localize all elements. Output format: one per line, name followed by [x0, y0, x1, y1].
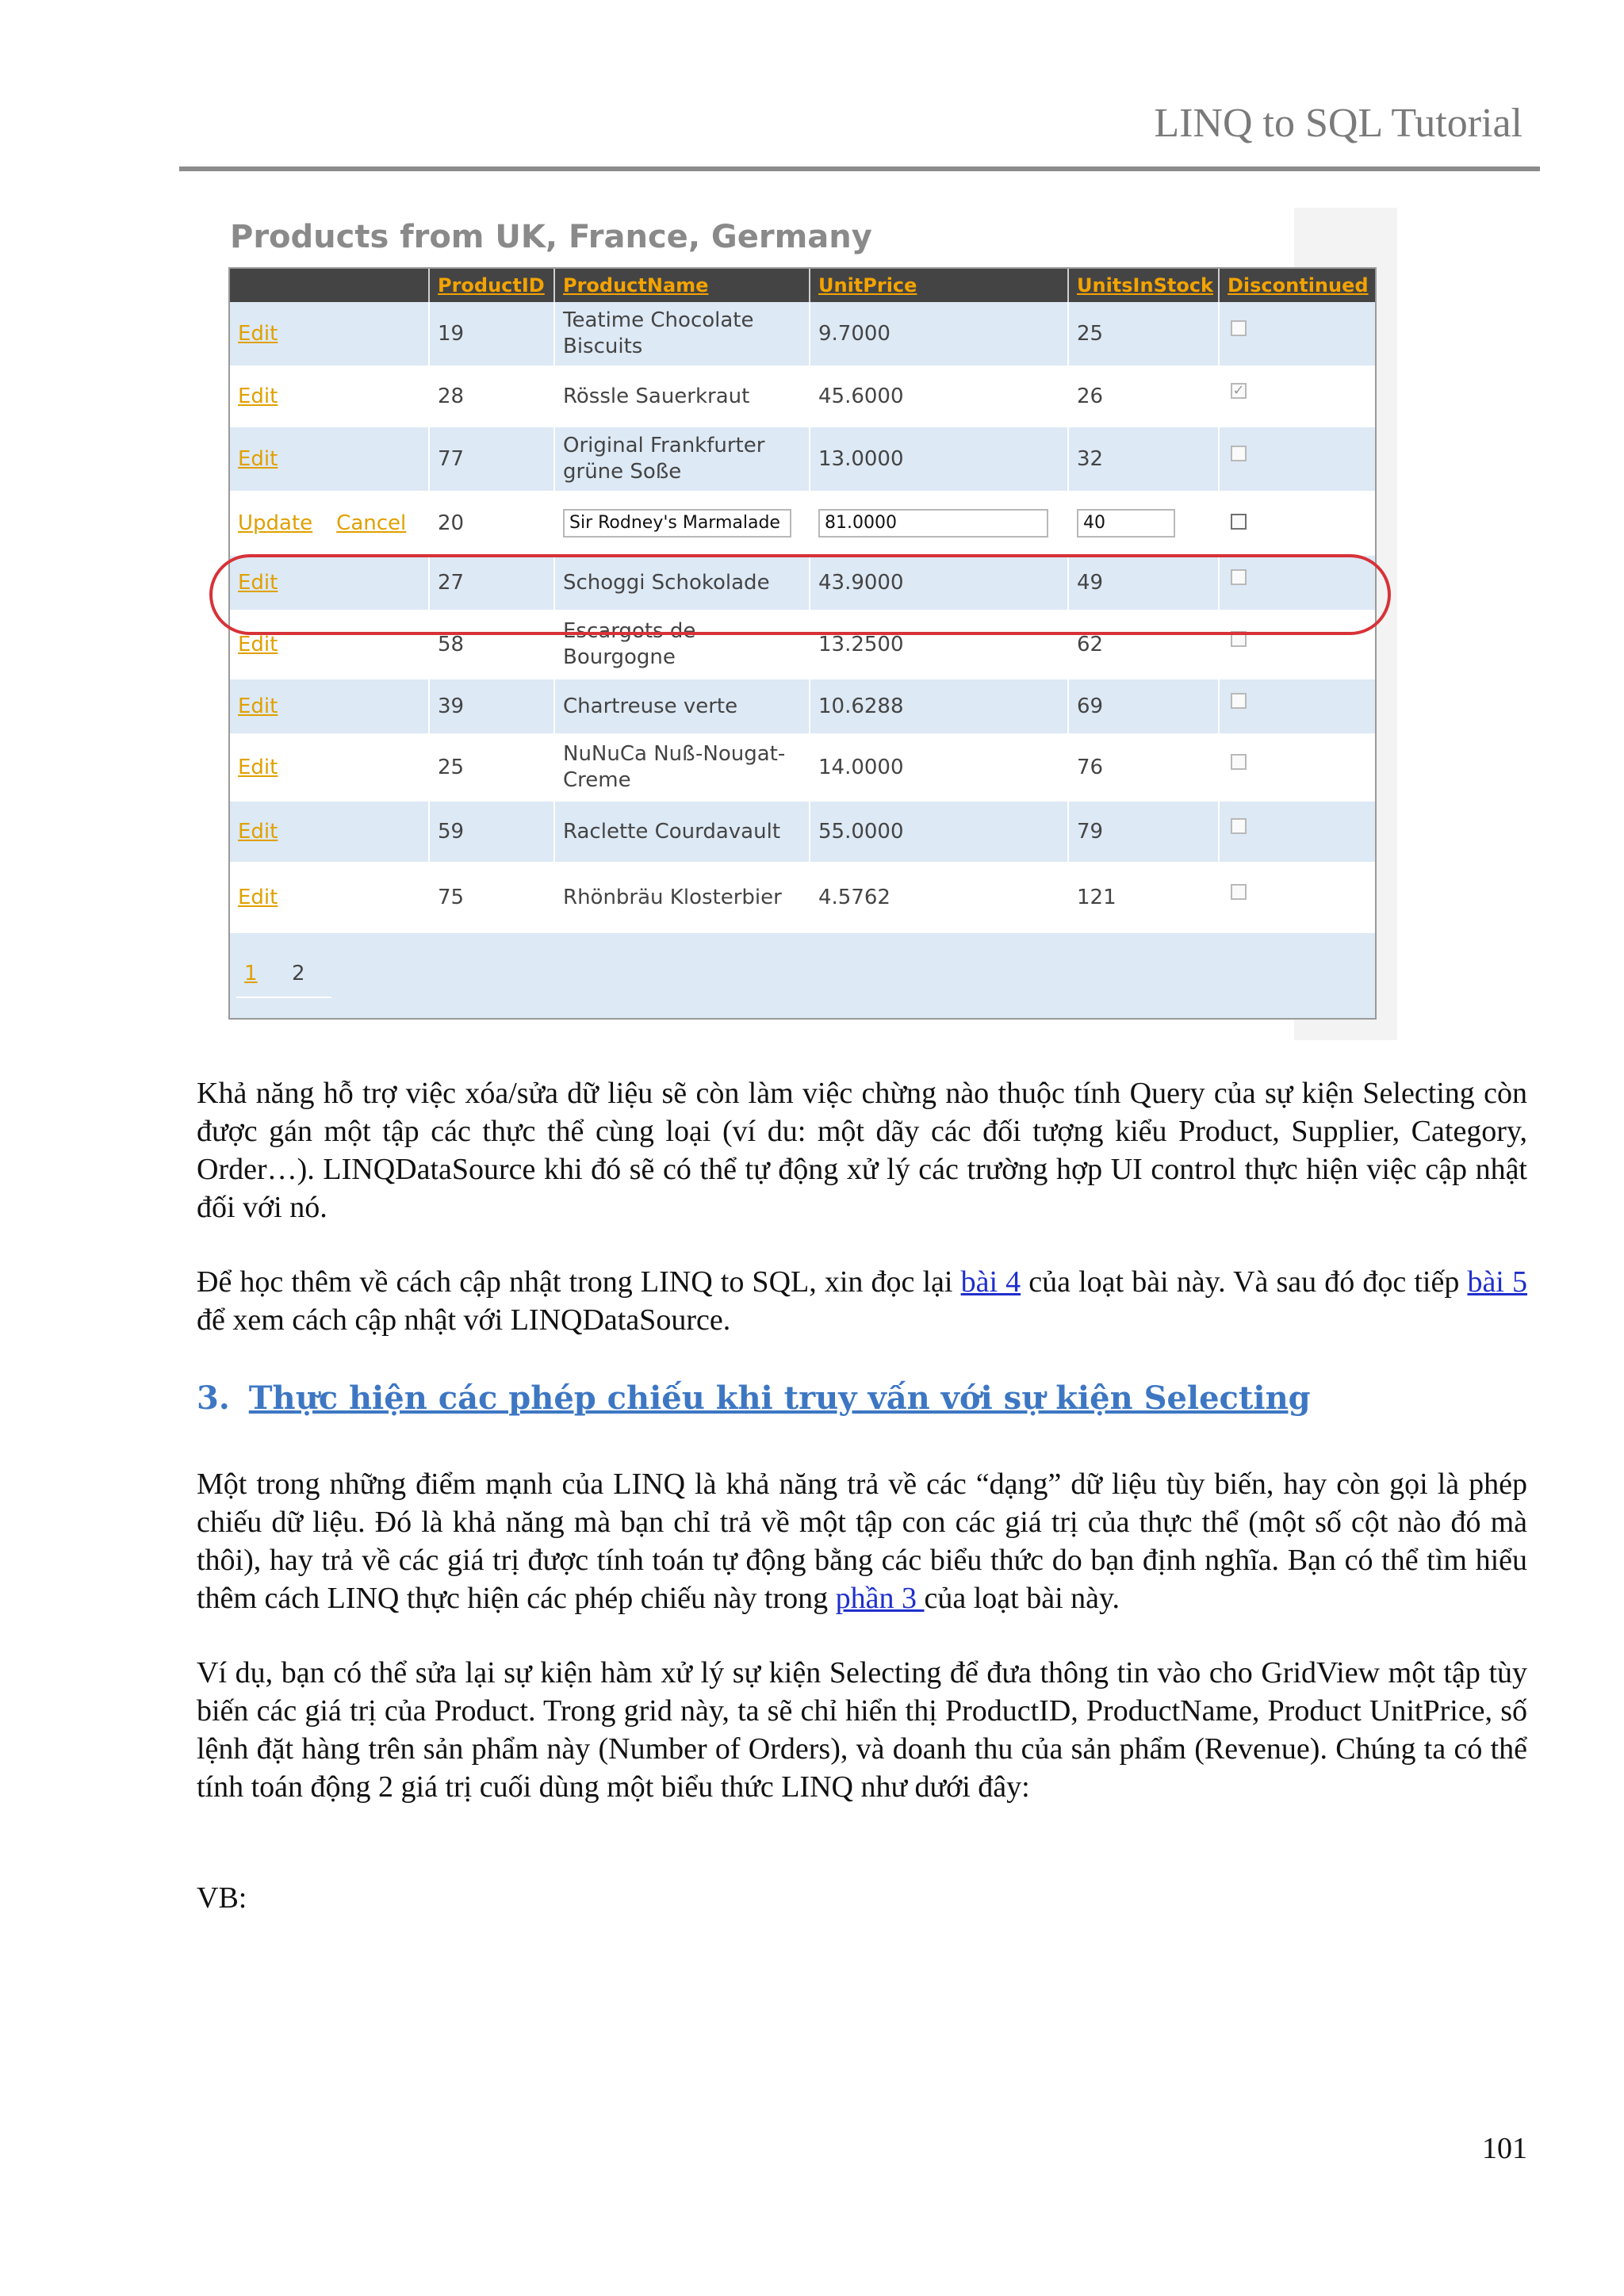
productname-cell: Rhönbräu Klosterbier [553, 863, 809, 932]
productid-cell: 75 [428, 863, 553, 932]
discontinued-checkbox [1231, 693, 1247, 709]
discontinued-cell [1218, 679, 1375, 733]
productname-cell: Original Frankfurter grüne Soße [553, 427, 809, 491]
table-row [230, 802, 1375, 863]
unitprice-cell: 4.5762 [809, 863, 1067, 932]
link-bai-5[interactable]: bài 5 [1467, 1265, 1527, 1299]
table-row [230, 679, 1375, 735]
unitprice-cell: 13.0000 [809, 427, 1067, 491]
discontinued-checkbox [1231, 320, 1247, 336]
discontinued-checkbox [1231, 631, 1247, 647]
discontinued-checkbox [1231, 446, 1247, 461]
discontinued-checkbox [1231, 569, 1247, 585]
edit-link[interactable]: Edit [238, 570, 278, 595]
header-rule [179, 166, 1540, 171]
unitsinstock-cell [1067, 492, 1218, 554]
action-cell [230, 302, 428, 365]
gridview-screenshot [216, 208, 1397, 1040]
page-header-title: LINQ to SQL Tutorial [1154, 101, 1522, 146]
discontinued-cell [1218, 556, 1375, 610]
header-productid[interactable]: ProductID [428, 269, 553, 302]
unitprice-cell [809, 492, 1067, 554]
unitsinstock-cell: 62 [1067, 611, 1218, 678]
header-unitsinstock[interactable]: UnitsInStock [1067, 269, 1218, 302]
action-cell [230, 679, 428, 733]
edit-link[interactable]: Edit [238, 694, 278, 718]
discontinued-cell [1218, 302, 1375, 365]
discontinued-cell [1218, 367, 1375, 426]
edit-link[interactable]: Edit [238, 632, 278, 656]
heading-text: Thực hiện các phép chiếu khi truy vấn với sự kiện Selecting [248, 1380, 1311, 1417]
link-bai-4[interactable]: bài 4 [960, 1265, 1021, 1299]
unitprice-cell: 14.0000 [809, 735, 1067, 800]
productid-cell: 20 [428, 492, 553, 554]
paragraph-3-text-a: Một trong những điểm mạnh của LINQ là khả năng trả về các “dạng” dữ liệu tùy biến, hay còn gọi là phép chiếu dữ liệu. Đó là khả năng mà bạn chỉ trả về một tập con các giá trị của thực thể (một số cột nào đó mà thôi), hay trả về các giá trị được tính toán tự động bằng các biểu thức do bạn định nghĩa. Bạn có thể tìm hiểu thêm cách LINQ thực hiện các phép chiếu này trong [197, 1468, 1527, 1615]
discontinued-cell [1218, 492, 1375, 554]
table-row [230, 492, 1375, 556]
unitprice-cell: 55.0000 [809, 802, 1067, 862]
unitprice-cell: 10.6288 [809, 679, 1067, 733]
productid-cell: 27 [428, 556, 553, 610]
unitsinstock-cell: 32 [1067, 427, 1218, 491]
paragraph-1: Khả năng hỗ trợ việc xóa/sửa dữ liệu sẽ còn làm việc chừng nào thuộc tính Query của sự kiện Selecting còn được gán một tập các thực thể cùng loại (ví du: một dãy các đối tượng kiểu Product, Supplier, Category, Order…). LINQDataSource khi đó sẽ có thể tự động xử lý các trường hợp UI control thực hiện việc cập nhật đối với nó. [197, 1077, 1527, 1224]
productname-cell: Chartreuse verte [553, 679, 809, 733]
link-phan-3[interactable]: phần 3 [835, 1582, 925, 1615]
productid-cell: 19 [428, 302, 553, 365]
productid-cell: 77 [428, 427, 553, 491]
unitprice-cell: 43.9000 [809, 556, 1067, 610]
unitsinstock-cell: 26 [1067, 367, 1218, 426]
paragraph-3-text-b: của loạt bài này. [924, 1582, 1120, 1615]
paragraph-2 [197, 1263, 1527, 1339]
discontinued-cell [1218, 863, 1375, 932]
unitsinstock-cell: 25 [1067, 302, 1218, 365]
unitsinstock-cell: 49 [1067, 556, 1218, 610]
unitprice-input[interactable]: 81.0000 [818, 509, 1048, 538]
grid-title: Products from UK, France, Germany [230, 219, 872, 255]
discontinued-cell [1218, 735, 1375, 800]
action-cell [230, 735, 428, 800]
action-cell [230, 492, 428, 554]
edit-link[interactable]: Edit [238, 384, 278, 408]
pager-page-2: 2 [292, 962, 305, 985]
page-number: 101 [1482, 2132, 1527, 2165]
productname-input[interactable]: Sir Rodney's Marmalade [563, 509, 791, 538]
table-row [230, 367, 1375, 427]
productname-cell: NuNuCa Nuß-Nougat-Creme [553, 735, 809, 800]
discontinued-cell [1218, 427, 1375, 491]
unitsinstock-cell: 121 [1067, 863, 1218, 932]
action-cell [230, 802, 428, 862]
edit-link[interactable]: Edit [238, 446, 278, 471]
action-cell [230, 611, 428, 678]
table-row [230, 427, 1375, 492]
discontinued-cell [1218, 611, 1375, 678]
grid-pager [230, 933, 1375, 1016]
discontinued-checkbox [1231, 818, 1247, 834]
productid-cell: 28 [428, 367, 553, 426]
discontinued-cell [1218, 802, 1375, 862]
discontinued-checkbox[interactable] [1231, 514, 1247, 530]
productid-cell: 58 [428, 611, 553, 678]
table-row [230, 735, 1375, 802]
products-grid [228, 267, 1377, 1020]
paragraph-2-text-c: để xem cách cập nhật với LINQDataSource. [197, 1303, 731, 1337]
pager-page-1[interactable]: 1 [244, 962, 258, 985]
table-row [230, 556, 1375, 611]
edit-link[interactable]: Edit [238, 885, 278, 909]
header-blank [230, 269, 428, 302]
unitprice-cell: 45.6000 [809, 367, 1067, 426]
productname-cell: Rössle Sauerkraut [553, 367, 809, 426]
productname-cell [553, 492, 809, 554]
action-cell [230, 427, 428, 491]
productid-cell: 25 [428, 735, 553, 800]
heading-number: 3. [197, 1380, 230, 1417]
edit-link[interactable]: Edit [238, 321, 278, 346]
productname-cell: Raclette Courdavault [553, 802, 809, 862]
edit-link[interactable]: Edit [238, 755, 278, 779]
productid-cell: 39 [428, 679, 553, 733]
unitsinstock-cell: 76 [1067, 735, 1218, 800]
discontinued-checkbox [1231, 754, 1247, 770]
paragraph-4: Ví dụ, bạn có thể sửa lại sự kiện hàm xử lý sự kiện Selecting để đưa thông tin vào cho GridView một tập tùy biến các giá trị của Product. Trong grid này, ta sẽ chỉ hiển thị ProductID, ProductName, Product UnitPrice, số lệnh đặt hàng trên sản phẩm này (Number of Orders), và doanh thu của sản phẩm (Revenue). Chúng ta có thể tính toán động 2 giá trị cuối dùng một biểu thức LINQ như dưới đây: [197, 1656, 1527, 1804]
table-row [230, 302, 1375, 367]
productname-cell: Escargots de Bourgogne [553, 611, 809, 678]
action-cell [230, 367, 428, 426]
vb-label: VB: [197, 1881, 247, 1915]
table-row [230, 863, 1375, 933]
productid-cell: 59 [428, 802, 553, 862]
unitsinstock-cell: 79 [1067, 802, 1218, 862]
unitprice-cell: 9.7000 [809, 302, 1067, 365]
section-heading [197, 1380, 1465, 1417]
header-productname[interactable]: ProductName [553, 269, 809, 302]
productname-cell: Schoggi Schokolade [553, 556, 809, 610]
unitsinstock-input[interactable]: 40 [1077, 509, 1175, 538]
unitsinstock-cell: 69 [1067, 679, 1218, 733]
discontinued-checkbox [1231, 884, 1247, 900]
edit-link[interactable]: Edit [238, 819, 278, 844]
paragraph-2-text-a: Để học thêm về cách cập nhật trong LINQ to SQL, xin đọc lại [197, 1265, 961, 1299]
table-row [230, 611, 1375, 679]
update-link[interactable]: Update [238, 511, 313, 535]
header-unitprice[interactable]: UnitPrice [809, 269, 1067, 302]
pager-divider [236, 997, 331, 998]
discontinued-checkbox: ✓ [1231, 383, 1247, 399]
action-cell [230, 863, 428, 932]
productname-cell: Teatime Chocolate Biscuits [553, 302, 809, 365]
unitprice-cell: 13.2500 [809, 611, 1067, 678]
action-cell [230, 556, 428, 610]
header-discontinued[interactable]: Discontinued [1218, 269, 1375, 302]
paragraph-3 [197, 1465, 1527, 1617]
cancel-link[interactable]: Cancel [336, 511, 407, 535]
paragraph-2-text-b: của loạt bài này. Và sau đó đọc tiếp [1021, 1265, 1468, 1299]
grid-header-row [230, 269, 1375, 302]
